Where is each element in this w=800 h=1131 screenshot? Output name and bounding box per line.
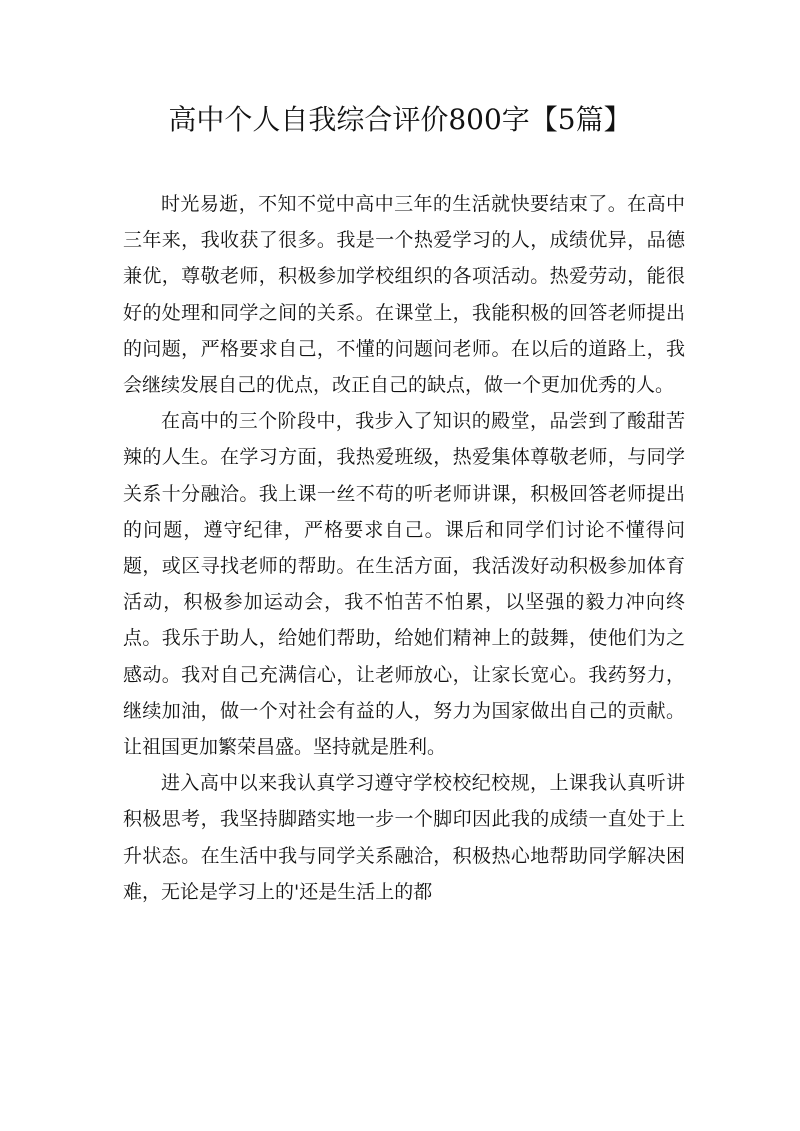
document-title: 高中个人自我综合评价800字【5篇】 xyxy=(168,103,632,136)
paragraph-2: 在高中的三个阶段中，我步入了知识的殿堂，品尝到了酸甜苦辣的人生。在学习方面，我热爱班级，热爱集体尊敬老师，与同学关系十分融洽。我上课一丝不苟的听老师讲课，积极回答老师提出的问题，遵守纪律，严格要求自己。课后和同学们讨论不懂得问题，或区寻找老师的帮助。在生活方面，我活泼好动积极参加体育活动，积极参加运动会，我不怕苦不怕累，以坚强的毅力冲向终点。我乐于助人，给她们帮助，给她们精神上的鼓舞，使他们为之感动。我对自己充满信心，让老师放心，让家长宽心。我药努力，继续加油，做一个对社会有益的人，努力为国家做出自己的贡献。让祖国更加繁荣昌盛。坚持就是胜利。 xyxy=(123,410,685,759)
paragraph-1: 时光易逝，不知不觉中高中三年的生活就快要结束了。在高中三年来，我收获了很多。我是一个热爱学习的人，成绩优异，品德兼优，尊敬老师，积极参加学校组织的各项活动。热爱劳动，能很好的处理和同学之间的关系。在课堂上，我能积极的回答老师提出的问题，严格要求自己，不懂的问题问老师。在以后的道路上，我会继续发展自己的优点，改正自己的缺点，做一个更加优秀的人。 xyxy=(123,193,685,397)
document-body xyxy=(123,186,685,910)
paragraph-3: 进入高中以来我认真学习遵守学校校纪校规，上课我认真听讲积极思考，我坚持脚踏实地一步一个脚印因此我的成绩一直处于上升状态。在生活中我与同学关系融洽，积极热心地帮助同学解决困难，无论是学习上的'还是生活上的都 xyxy=(123,772,685,903)
